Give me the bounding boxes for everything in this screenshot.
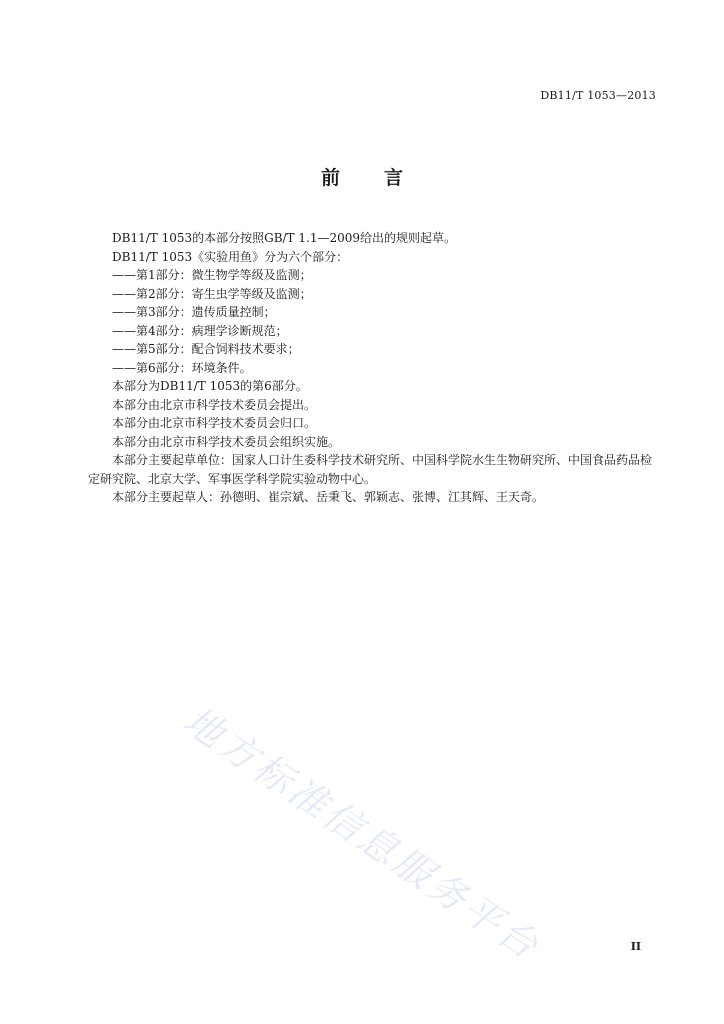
- page-number: II: [630, 940, 641, 953]
- list-item-part-4: ——第4部分：病理学诊断规范；: [112, 323, 288, 338]
- paragraph-under-jurisdiction: 本部分由北京市科学技术委员会归口。: [112, 416, 317, 430]
- list-item-part-5: ——第5部分：配合饲料技术要求；: [112, 342, 300, 356]
- title-part-2: 言: [384, 167, 404, 189]
- list-item-part-2: ——第2部分：寄生虫学等级及监测；: [112, 286, 312, 301]
- paragraph-drafting-rules: DB11/T 1053的本部分按照GB/T 1.1—2009给出的规则起草。: [112, 231, 456, 245]
- list-item-part-3: ——第3部分：遗传质量控制；: [112, 305, 276, 319]
- page-title: [0, 163, 724, 190]
- title-part-1: 前: [320, 167, 340, 189]
- paragraph-implemented-by: 本部分由北京市科学技术委员会组织实施。: [112, 434, 341, 449]
- list-item-part-6: ——第6部分：环境条件。: [112, 360, 252, 375]
- paragraph-proposed-by: 本部分由北京市科学技术委员会提出。: [112, 397, 317, 412]
- paragraph-parts-intro: DB11/T 1053《实验用鱼》分为六个部分：: [112, 249, 349, 264]
- paragraph-drafting-units: 本部分主要起草单位：国家人口计生委科学技术研究所、中国科学院水生生物研究所、中国食品药品检定研究院、北京大学、军事医学科学院实验动物中心。: [88, 453, 653, 486]
- watermark: 地方标准信息服务平台: [175, 698, 549, 970]
- paragraph-this-part: 本部分为DB11/T 1053的第6部分。: [112, 379, 308, 393]
- paragraph-drafters: 本部分主要起草人：孙德明、崔宗斌、岳秉飞、郭颖志、张博、江其辉、王天奇。: [112, 490, 545, 504]
- list-item-part-1: ——第1部分：微生物学等级及监测；: [112, 268, 312, 282]
- document-code: DB11/T 1053—2013: [540, 89, 656, 102]
- document-body: [88, 229, 658, 507]
